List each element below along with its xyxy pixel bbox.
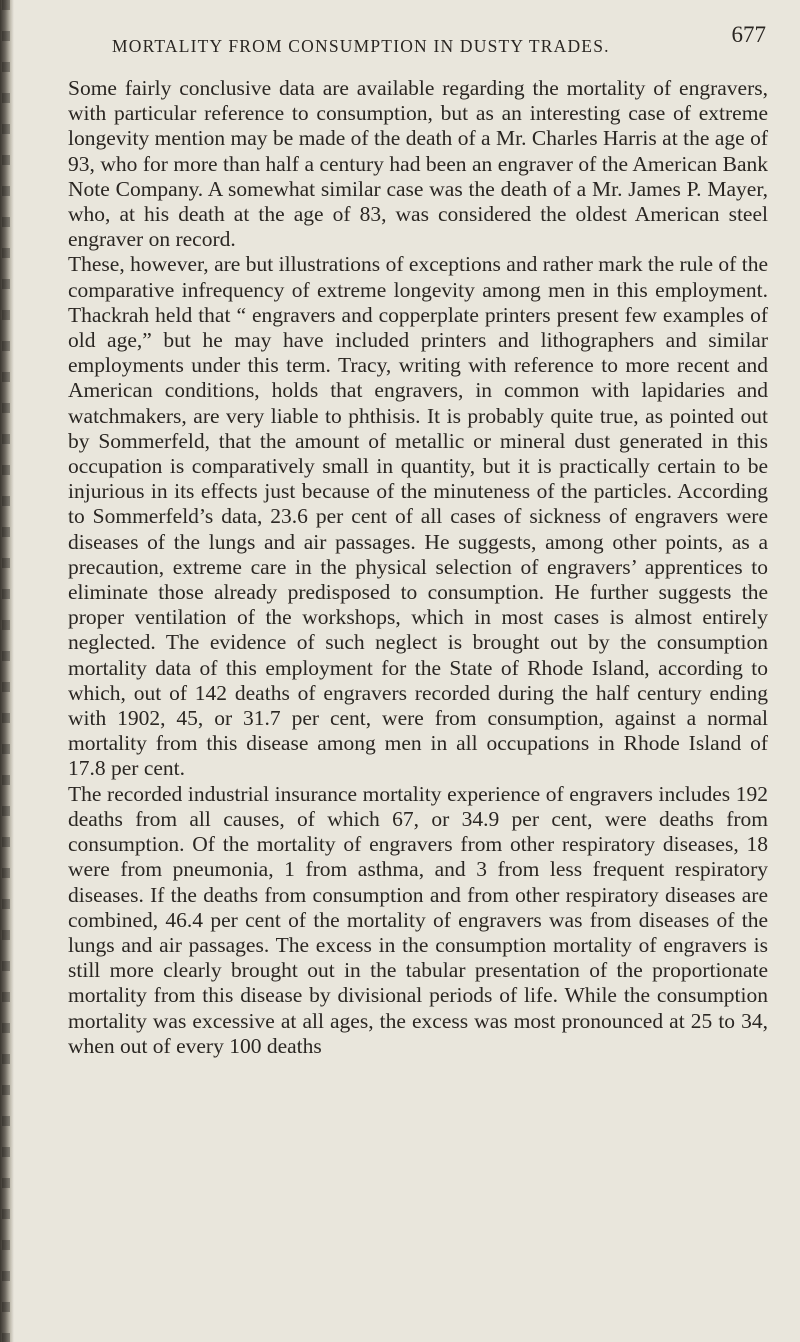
body-text (68, 76, 768, 1059)
page-header (68, 22, 768, 62)
binding-stitch-marks (2, 0, 10, 1342)
paragraph-insurance-mortality: The recorded industrial insurance mortality experience of engravers includes 192 deaths from all causes, of which 67, or 34.9 per cent, were deaths from consumption. Of the mortality of engravers from other respiratory diseases, 18 were from pneumonia, 1 from asthma, and 3 from less frequent respiratory diseases. If the deaths from consumption and from other respiratory diseases are combined, 46.4 per cent of the mortality of engravers was from diseases of the lungs and air passages. The excess in the consumption mortality of engravers is still more clearly brought out in the tabular presentation of the proportionate mortality from this disease by divisional periods of life. While the consumption mortality was excessive at all ages, the excess was most pronounced at 25 to 34, when out of every 100 deaths (68, 781, 768, 1058)
page-number: 677 (731, 22, 766, 47)
paragraph-exceptions-and-phthisis: These, however, are but illustrations of exceptions and rather mark the rule of the comparative infrequency of extreme longevity among men in this employment. Thackrah held that “ engravers and copperplate printers present few examples of old age,” but he may have included printers and lithographers and similar employments under this term. Tracy, writing with reference to more recent and American conditions, holds that engravers, in common with lapidaries and watchmakers, are very liable to phthisis. It is probably quite true, as pointed out by Sommerfeld, that the amount of metallic or mineral dust generated in this occupation is comparatively small in quantity, but it is practically certain to be injurious in its effects just because of the minuteness of the particles. According to Sommerfeld’s data, 23.6 per cent of all cases of sickness of engravers were diseases of the lungs and air passages. He suggests, among other points, as a precaution, extreme care in the physical selection of engravers’ apprentices to eliminate those already predisposed to consumption. He further suggests the proper ventilation of the workshops, which in most cases is almost entirely neglected. The evidence of such neglect is brought out by the consumption mortality data of this employment for the State of Rhode Island, according to which, out of 142 deaths of engravers recorded during the half century ending with 1902, 45, or 31.7 per cent, were from consumption, against a normal mortality from this disease among men in all occupations in Rhode Island of 17.8 per cent. (68, 252, 768, 781)
paragraph-engravers-longevity: Some fairly conclusive data are available regarding the mortality of engravers, with particular reference to consumption, but as an interesting case of extreme longevity mention may be made of the death of a Mr. Charles Harris at the age of 93, who for more than half a century had been an engraver of the American Bank Note Company. A somewhat similar case was the death of a Mr. James P. Mayer, who, at his death at the age of 83, was considered the oldest American steel engraver on record. (68, 76, 768, 252)
running-title: MORTALITY FROM CONSUMPTION IN DUSTY TRADES. (112, 36, 610, 56)
book-page (68, 22, 768, 1059)
